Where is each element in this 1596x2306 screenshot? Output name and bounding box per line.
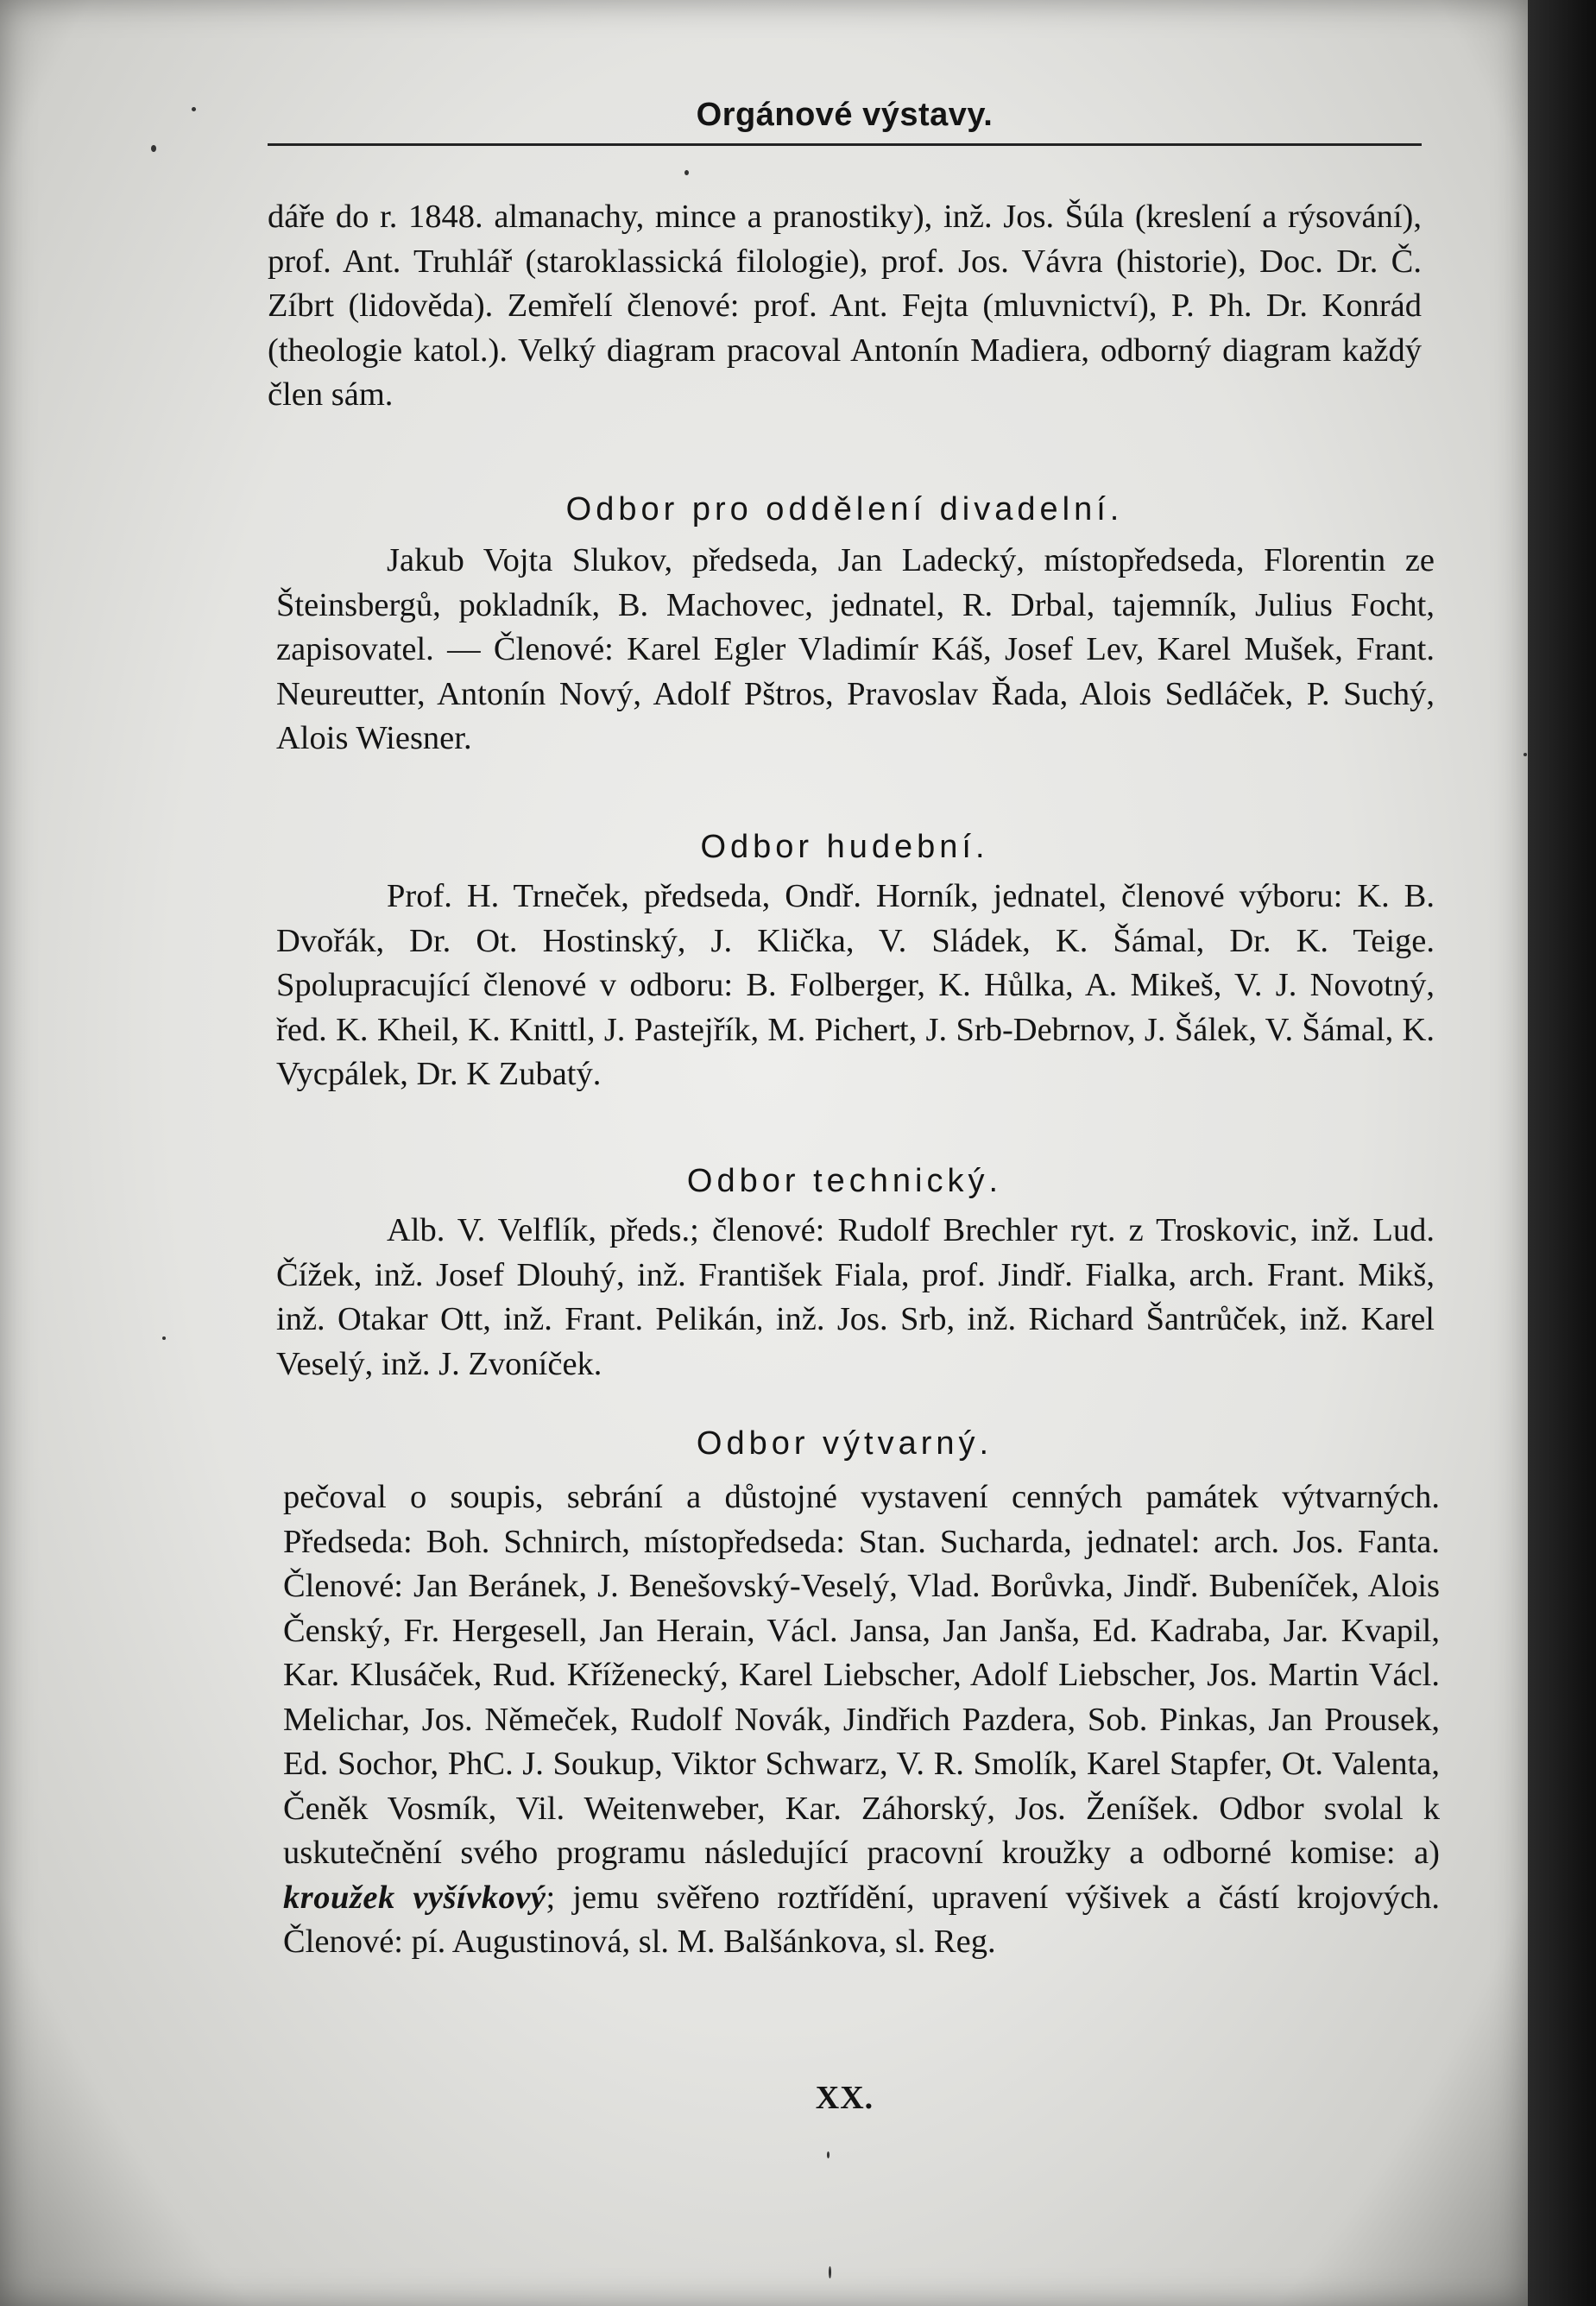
intro-paragraph-block (268, 195, 1422, 418)
embroidery-circle-term: kroužek vyšívkový (283, 1879, 546, 1916)
ink-speck (1523, 753, 1527, 756)
page-number: XX. (815, 2080, 874, 2116)
section-heading-technical: Odbor technický. (686, 1163, 1003, 1199)
section-heading-theatre: Odbor pro oddělení divadelní. (565, 491, 1124, 528)
section-body-technical-block (276, 1209, 1435, 1387)
page-edge-shadow (1528, 0, 1596, 2306)
section-body-technical: Alb. V. Velflík, předs.; členové: Rudolf Brechler ryt. z Troskovic, inž. Lud. Čížek, inž. Josef Dlouhý, inž. František Fiala, prof. Jindř. Fialka, arch. Frant. Mikš, inž. Otakar Ott, inž. Frant. Pelikán, inž. Jos. Srb, inž. Richard Šantrůček, inž. Karel Veselý, inž. J. Zvoníček. (276, 1212, 1435, 1382)
visual-arts-text-part-1: pečoval o soupis, sebrání a důstojné vystavení cenných památek výtvarných. Předseda: Boh. Schnirch, místopředseda: Stan. Sucharda, jednatel: arch. Jos. Fanta. Členové: Jan Beránek, J. Benešovský-Veselý, Vlad. Borůvka, Jindř. Bubeníček, Alois Čenský, Fr. Hergesell, Jan Herain, Václ. Jansa, Jan Janša, Ed. Kadraba, Jar. Kvapil, Kar. Klusáček, Rud. Kříženecký, Karel Liebscher, Adolf Liebscher, Jos. Martin Václ. Melichar, Jos. Němeček, Rudolf Novák, Jindřich Pazdera, Sob. Pinkas, Jan Prousek, Ed. Sochor, PhC. J. Soukup, Viktor Schwarz, V. R. Smolík, Karel Stapfer, Ot. Valenta, Čeněk Vosmík, Vil. Weitenweber, Kar. Záhorský, Jos. Ženíšek. Odbor svolal k uskutečnění svého programu následující pracovní kroužky a odborné komise: a) (283, 1479, 1440, 1871)
running-head (268, 86, 1422, 146)
ink-speck (829, 2266, 831, 2278)
ink-speck (192, 107, 196, 111)
running-title: Orgánové výstavy. (696, 97, 994, 133)
intro-paragraph: dáře do r. 1848. almanachy, mince a pranostiky), inž. Jos. Šúla (kreslení a rýsování), prof. Ant. Truhlář (staroklassická filologie), prof. Jos. Vávra (historie), Doc. Dr. Č. Zíbrt (lidověda). Zemřelí členové: prof. Ant. Fejta (mluvnictví), P. Ph. Dr. Konrád (theologie katol.). Velký diagram pracoval Antonín Madiera, odborný diagram každý člen sám. (268, 199, 1422, 413)
section-heading-music: Odbor hudební. (700, 829, 989, 865)
section-body-theatre-block (276, 539, 1435, 761)
section-body-music: Prof. H. Trneček, předseda, Ondř. Horník, jednatel, členové výboru: K. B. Dvořák, Dr. Ot. Hostinský, J. Klička, V. Sládek, K. Šámal, Dr. K. Teige. Spolupracující členové v odboru: B. Folberger, K. Hůlka, A. Mikeš, V. J. Novotný, řed. K. Kheil, K. Knittl, J. Pastejřík, M. Pichert, J. Srb-Debrnov, J. Šálek, V. Šámal, K. Vycpálek, Dr. K Zubatý. (276, 878, 1435, 1092)
section-body-music-block (276, 875, 1435, 1097)
section-heading-visual-arts: Odbor výtvarný. (696, 1425, 994, 1462)
section-body-visual-arts (283, 1475, 1440, 1965)
ink-speck (151, 145, 156, 152)
ink-speck (162, 1336, 166, 1340)
section-body-visual-arts-block (283, 1475, 1440, 1965)
ink-speck (827, 2151, 830, 2158)
section-body-theatre: Jakub Vojta Slukov, předseda, Jan Ladecký, místopředseda, Florentin ze Šteinsbergů, pokladník, B. Machovec, jednatel, R. Drbal, tajemník, Julius Focht, zapisovatel. — Členové: Karel Egler Vladimír Káš, Josef Lev, Karel Mušek, Frant. Neureutter, Antonín Nový, Adolf Pštros, Pravoslav Řada, Alois Sedláček, P. Suchý, Alois Wiesner. (276, 542, 1435, 756)
visual-arts-text-part-2: ; jemu svěřeno roztřídění, upravení výšivek a částí krojových. Členové: pí. Augustinová, sl. M. Balšánkova, sl. Reg. (283, 1879, 1440, 1960)
ink-speck (684, 170, 689, 175)
